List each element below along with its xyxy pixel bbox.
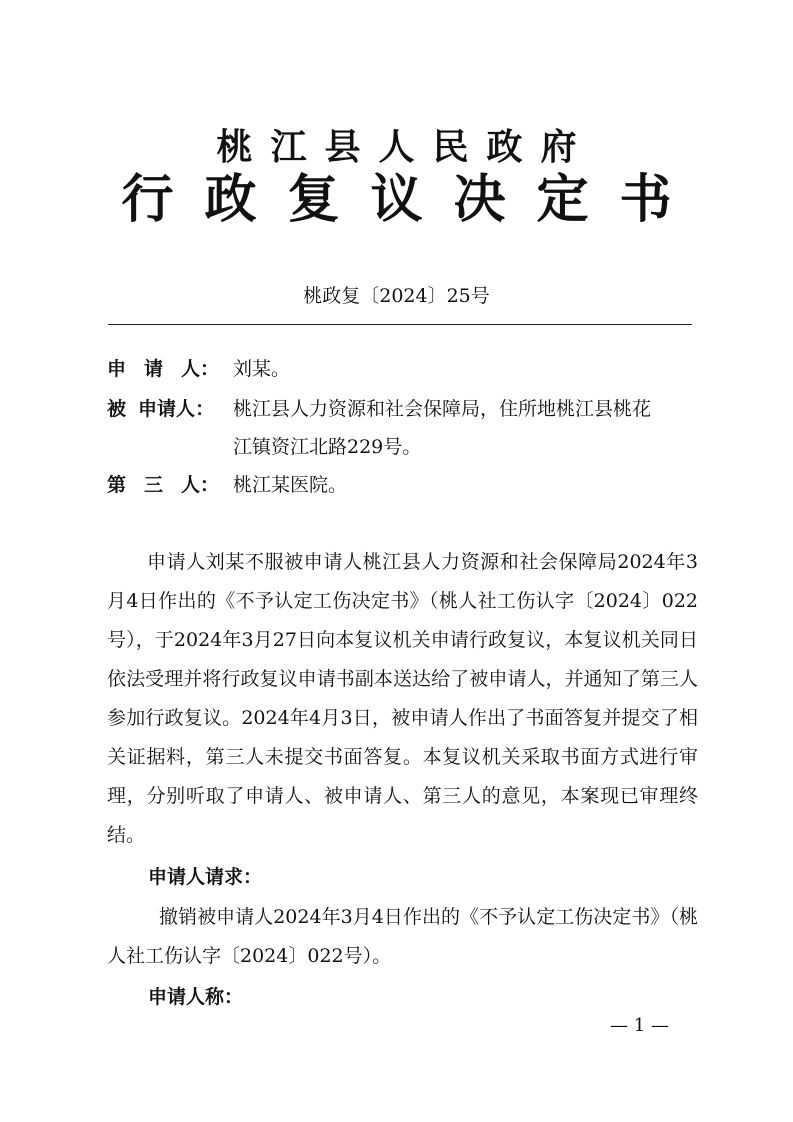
third-party-label: 第 三 人： [107, 474, 220, 496]
respondent-value-line2: 江镇资江北路229号。 [233, 436, 422, 458]
applicant-value: 刘某。 [233, 358, 291, 380]
issuer-title: 桃江县人民政府 [216, 127, 595, 168]
intro-paragraph: 申请人刘某不服被申请人桃江县人力资源和社会保障局2024年3月4日作出的《不予认定工伤决定书》（桃人社工伤认字〔2024〕022号），于2024年3月27日向本复议机关申请行政复议，本复议机关同日依法受理并将行政复议申请书副本送达给了被申请人，并通知了第三人参加行政复议。2024年4月3日，被申请人作出了书面答复并提交了相关证据料，第三人未提交书面答复。本复议机关采取书面方式进行审理，分别听取了申请人、被申请人、第三人的意见，本案现已审理终结。 [107, 551, 698, 846]
third-party-value: 桃江某医院。 [233, 474, 348, 496]
claim-heading: 申请人称： [148, 986, 244, 1008]
request-paragraph: 撤销被申请人2024年3月4日作出的《不予认定工伤决定书》（桃人社工伤认字〔2024〕022号）。 [107, 906, 698, 967]
request-heading: 申请人请求： [148, 866, 263, 888]
page-number: — 1 — [610, 1015, 669, 1036]
header-divider [108, 324, 692, 325]
document-number: 桃政复〔2024〕25号 [303, 285, 490, 307]
respondent-label: 被 申请人： [107, 398, 215, 420]
applicant-label: 申 请 人： [107, 358, 220, 380]
respondent-value-line1: 桃江县人力资源和社会保障局，住所地桃江县桃花 [233, 398, 652, 420]
document-title: 行政复议决定书 [121, 170, 703, 230]
